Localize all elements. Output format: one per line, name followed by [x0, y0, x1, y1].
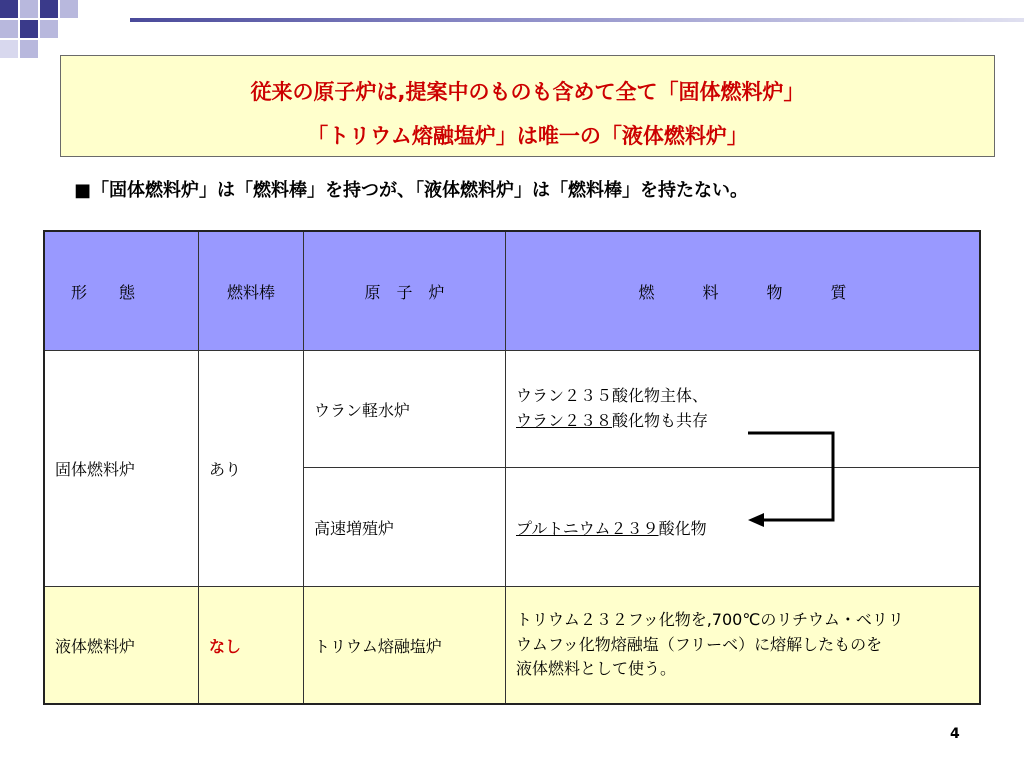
header-rule [130, 18, 1024, 22]
title-box [60, 55, 995, 157]
reactor-fbr-cell: 高速増殖炉 [304, 468, 506, 587]
bullet-statement: ■「固体燃料炉」は「燃料棒」を持つが、「液体燃料炉」は「燃料棒」を持たない。 [74, 180, 749, 201]
header-reactor: 原 子 炉 [304, 231, 506, 351]
header-form: 形 態 [44, 231, 199, 351]
liquid-form-cell: 液体燃料炉 [44, 587, 199, 705]
liquid-rod-cell: なし [199, 587, 304, 705]
material-lwr-cell [506, 351, 981, 468]
header-fuel-material: 燃 料 物 質 [506, 231, 981, 351]
material-msr-line2: ウムフッ化物熔融塩（フリーベ）に熔解したものを [516, 634, 883, 654]
material-msr-cell [506, 587, 981, 705]
title-line-2: 「トリウム熔融塩炉」は唯一の「液体燃料炉」 [307, 124, 748, 148]
u238-label: ウラン２３８ [516, 411, 613, 430]
reactor-comparison-table [43, 230, 981, 705]
header-fuel-rod: 燃料棒 [199, 231, 304, 351]
solid-rod-cell: あり [199, 351, 304, 587]
material-lwr-line2 [516, 409, 969, 434]
title-line-1: 従来の原子炉は,提案中のものも含めて全て「固体燃料炉」 [250, 80, 805, 104]
table-header-row [44, 231, 980, 351]
material-msr-line3: 液体燃料として使う。 [516, 659, 677, 679]
table-row [44, 351, 980, 468]
u238-rest: 酸化物も共存 [612, 411, 709, 430]
solid-form-cell: 固体燃料炉 [44, 351, 199, 587]
material-lwr-line1: ウラン２３５酸化物主体、 [516, 386, 709, 406]
reactor-lwr-cell: ウラン軽水炉 [304, 351, 506, 468]
pu239-rest: 酸化物 [658, 518, 707, 538]
material-msr-line1: トリウム２３２フッ化物を,700℃のリチウム・ベリリ [516, 609, 904, 629]
material-fbr-cell [506, 468, 981, 587]
page-number: 4 [950, 726, 960, 742]
reactor-msr-cell: トリウム熔融塩炉 [304, 587, 506, 705]
pu239-label: プルトニウム２３９ [516, 518, 659, 538]
table-row [44, 587, 980, 705]
